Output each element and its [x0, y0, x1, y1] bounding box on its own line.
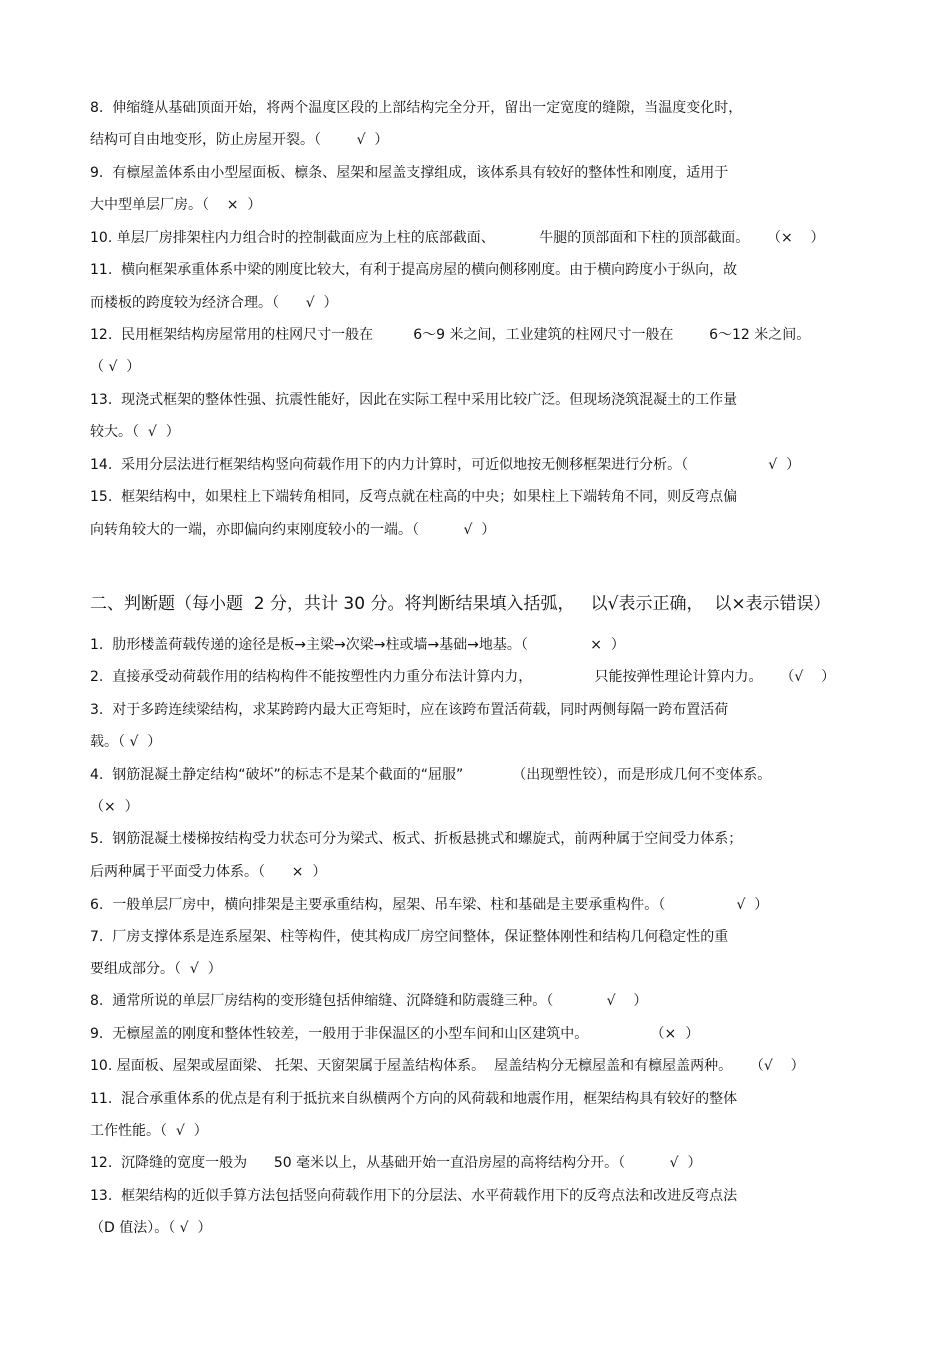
item-text: 8. 伸缩缝从基础顶面开始，将两个温度区段的上部结构完全分开，留出一定宽度的缝隙，当温度变化时，	[90, 100, 743, 116]
item-text: 工作性能。（ √ ）	[90, 1123, 208, 1139]
item-text: 较大。（ √ ）	[90, 424, 180, 440]
item-text: 13. 框架结构的近似手算方法包括竖向荷载作用下的分层法、水平荷载作用下的反弯点法和改进反弯点法	[90, 1188, 738, 1204]
item-text: 7. 厂房支撑体系是连系屋架、柱等构件，使其构成厂房空间整体，保证整体刚性和结构几何稳定性的重	[90, 929, 729, 945]
item-text: （ √ ）	[90, 359, 141, 375]
item-text: 后两种属于平面受力体系。（ × ）	[90, 864, 327, 880]
item-text: 12. 沉降缝的宽度一般为 50 毫米以上，从基础开始一直沿房屋的高将结构分开。（ √ ）	[90, 1155, 702, 1171]
item-text: 8. 通常所说的单层厂房结构的变形缝包括伸缩缝、沉降缝和防震缝三种。（ √ ）	[90, 993, 648, 1009]
item-text: 10. 屋面板、屋架或屋面梁、 托架、天窗架属于屋盖结构体系。 屋盖结构分无檩屋盖和有檩屋盖两种。 （√ ）	[90, 1058, 805, 1074]
item-text: 15. 框架结构中，如果柱上下端转角相同，反弯点就在柱高的中央；如果柱上下端转角不同，则反弯点偏	[90, 489, 738, 505]
item-text: 1. 肋形楼盖荷载传递的途径是板→主梁→次梁→柱或墙→基础→地基。（ × ）	[90, 637, 625, 653]
item-text: 大中型单层厂房。（ × ）	[90, 197, 262, 213]
item-text: 9. 无檩屋盖的刚度和整体性较差，一般用于非保温区的小型车间和山区建筑中。 （× ）	[90, 1026, 700, 1042]
item-text: （D 值法）。（ √ ）	[90, 1220, 212, 1236]
item-text: 11. 混合承重体系的优点是有利于抵抗来自纵横两个方向的风荷载和地震作用，框架结构具有较好的整体	[90, 1091, 738, 1107]
item-text: 载。（ √ ）	[90, 734, 162, 750]
section-heading: 二、判断题（每小题 2 分，共计 30 分。将判断结果填入括弧， 以√表示正确， 以×表示错误）	[90, 594, 831, 614]
item-text: 11. 横向框架承重体系中梁的刚度比较大，有利于提高房屋的横向侧移刚度。由于横向跨度小于纵向，故	[90, 262, 738, 278]
item-text: 4. 钢筋混凝土静定结构“破坏”的标志不是某个截面的“屈服” （出现塑性铰），而是形成几何不变体系。	[90, 767, 772, 783]
item-text: 3. 对于多跨连续梁结构，求某跨跨内最大正弯矩时，应在该跨布置活荷载，同时两侧每隔一跨布置活荷	[90, 702, 729, 718]
item-text: 12. 民用框架结构房屋常用的柱网尺寸一般在 6～9 米之间，工业建筑的柱网尺寸一般在 6～12 米之间。	[90, 327, 811, 343]
item-text: 6. 一般单层厂房中，横向排架是主要承重结构，屋架、吊车梁、柱和基础是主要承重构件。（ √ ）	[90, 897, 769, 913]
item-text: 而楼板的跨度较为经济合理。（ √ ）	[90, 295, 338, 311]
item-text: 2. 直接承受动荷载作用的结构构件不能按塑性内力重分布法计算内力， 只能按弹性理论计算内力。 （√ ）	[90, 669, 836, 685]
item-text: 要组成部分。（ √ ）	[90, 961, 222, 977]
item-text: 10. 单层厂房排架柱内力组合时的控制截面应为上柱的底部截面、 牛腿的顶部面和下柱的顶部截面。 （× ）	[90, 230, 825, 246]
item-text: （× ）	[90, 799, 139, 815]
item-text: 14. 采用分层法进行框架结构竖向荷载作用下的内力计算时，可近似地按无侧移框架进行分析。（ √ ）	[90, 457, 801, 473]
item-text: 9. 有檩屋盖体系由小型屋面板、檩条、屋架和屋盖支撑组成，该体系具有较好的整体性和刚度，适用于	[90, 165, 729, 181]
item-text: 13. 现浇式框架的整体性强、抗震性能好，因此在实际工程中采用比较广泛。但现场浇筑混凝土的工作量	[90, 392, 738, 408]
item-text: 5. 钢筋混凝土楼梯按结构受力状态可分为梁式、板式、折板悬挑式和螺旋式，前两种属于空间受力体系；	[90, 831, 743, 847]
item-text: 结构可自由地变形，防止房屋开裂。（ √ ）	[90, 132, 389, 148]
item-text: 向转角较大的一端，亦即偏向约束刚度较小的一端。（ √ ）	[90, 522, 496, 538]
